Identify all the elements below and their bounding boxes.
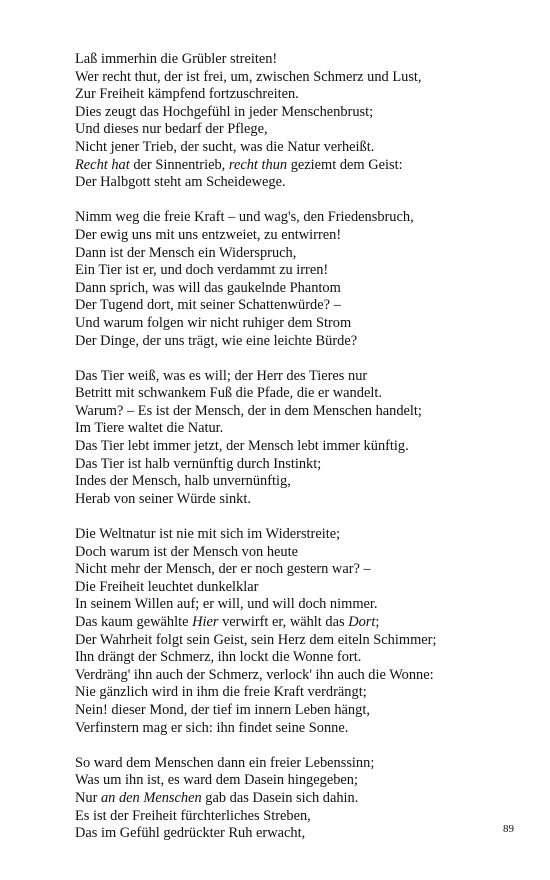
poem-line — [75, 667, 535, 685]
text-segment: Ein Tier ist er, und doch verdammt zu irren! — [75, 262, 329, 279]
text-segment: Die Freiheit leuchtet dunkelklar — [75, 578, 259, 595]
poem-line — [75, 526, 535, 544]
text-segment: Die Weltnatur ist nie mit sich im Widerstreite; — [75, 526, 341, 543]
poem-line — [75, 139, 535, 157]
poem-line — [75, 69, 535, 87]
poem-line — [75, 315, 535, 333]
text-segment: Dies zeugt das Hochgefühl in jeder Menschenbrust; — [75, 103, 374, 120]
italic-segment: an den Menschen — [100, 789, 202, 806]
poem-line — [75, 772, 535, 790]
text-segment: Es ist der Freiheit fürchterliches Streben, — [75, 807, 311, 824]
text-segment: geziemt dem Geist: — [287, 156, 403, 173]
text-segment: Was um ihn ist, es ward dem Dasein hingegeben; — [75, 772, 358, 789]
poem-line — [75, 104, 535, 122]
poem-line — [75, 209, 535, 227]
text-segment: Verdräng' ihn auch der Schmerz, verlock' ihn auch die Wonne: — [75, 666, 434, 683]
poem-line — [75, 86, 535, 104]
text-segment: Dann sprich, was will das gaukelnde Phantom — [75, 279, 341, 296]
poem-line — [75, 720, 535, 738]
poem-line — [75, 420, 535, 438]
poem-line — [75, 702, 535, 720]
text-segment: ; — [375, 614, 380, 630]
text-segment: Wer recht thut, der ist frei, um, zwischen Schmerz und Lust, — [75, 68, 422, 85]
text-segment: Nein! dieser Mond, der tief im innern Leben hängt, — [75, 701, 370, 718]
poem-line — [75, 438, 535, 456]
poem-line — [75, 808, 535, 826]
text-segment: Betritt mit schwankem Fuß die Pfade, die er wandelt. — [75, 385, 382, 402]
poem-line — [75, 790, 535, 808]
poem-line — [75, 245, 535, 263]
poem-line — [75, 632, 535, 650]
stanza — [75, 368, 535, 509]
text-segment: Im Tiere waltet die Natur. — [75, 420, 224, 437]
italic-segment: recht thun — [228, 156, 288, 173]
text-segment: Warum? – Es ist der Mensch, der in dem Menschen handelt; — [75, 402, 422, 419]
poem-line — [75, 297, 535, 315]
text-segment: Der Wahrheit folgt sein Geist, sein Herz dem eiteln Schimmer; — [75, 631, 437, 648]
poem-text — [75, 51, 535, 860]
text-segment: Laß immerhin die Grübler streiten! — [75, 51, 278, 67]
stanza — [75, 526, 535, 737]
text-segment: der Sinnentrieb, — [129, 156, 229, 173]
italic-segment: Hier — [192, 614, 219, 630]
text-segment: So ward dem Menschen dann ein freier Lebenssinn; — [75, 754, 375, 771]
text-segment: Nie gänzlich wird in ihm die freie Kraft verdrängt; — [75, 684, 367, 701]
poem-line — [75, 174, 535, 192]
text-segment: Und warum folgen wir nicht ruhiger dem Strom — [75, 314, 352, 331]
text-segment: Nicht mehr der Mensch, der er noch gestern war? – — [75, 561, 371, 578]
poem-line — [75, 579, 535, 597]
text-segment: Der ewig uns mit uns entzweiet, zu entwirren! — [75, 226, 342, 243]
poem-line — [75, 157, 535, 175]
text-segment: verwirft er, wählt das — [218, 614, 349, 630]
text-segment: Nur — [75, 789, 101, 806]
italic-segment: Recht hat — [75, 156, 130, 173]
italic-segment: Dort — [348, 614, 376, 630]
poem-line — [75, 561, 535, 579]
stanza — [75, 209, 535, 350]
text-segment: Zur Freiheit kämpfend fortzuschreiten. — [75, 86, 299, 103]
stanza — [75, 51, 535, 192]
stanza — [75, 755, 535, 843]
poem-line — [75, 368, 535, 386]
text-segment: Das kaum gewählte — [75, 614, 193, 630]
text-segment: Das Tier weiß, was es will; der Herr des Tieres nur — [75, 367, 368, 384]
poem-line — [75, 755, 535, 773]
poem-line — [75, 280, 535, 298]
text-segment: Und dieses nur bedarf der Pflege, — [75, 121, 268, 138]
text-segment: Herab von seiner Würde sinkt. — [75, 490, 251, 507]
poem-line — [75, 385, 535, 403]
text-segment: Indes der Mensch, halb unvernünftig, — [75, 473, 291, 490]
poem-line — [75, 456, 535, 474]
poem-line — [75, 121, 535, 139]
text-segment: Nicht jener Trieb, der sucht, was die Natur verheißt. — [75, 138, 375, 155]
text-segment: In seinem Willen auf; er will, und will doch nimmer. — [75, 596, 378, 613]
text-segment: Das im Gefühl gedrückter Ruh erwacht, — [75, 825, 306, 842]
poem-line — [75, 51, 535, 69]
poem-line — [75, 262, 535, 280]
text-segment: Verfinstern mag er sich: ihn findet seine Sonne. — [75, 719, 349, 736]
text-segment: Doch warum ist der Mensch von heute — [75, 543, 298, 560]
poem-line — [75, 684, 535, 702]
text-segment: Ihn drängt der Schmerz, ihn lockt die Wonne fort. — [75, 649, 362, 666]
poem-line — [75, 227, 535, 245]
poem-line — [75, 614, 535, 632]
text-segment: Der Halbgott steht am Scheidewege. — [75, 174, 286, 191]
poem-line — [75, 825, 535, 843]
text-segment: Dann ist der Mensch ein Widerspruch, — [75, 244, 297, 261]
poem-line — [75, 491, 535, 509]
text-segment: Nimm weg die freie Kraft – und wag's, den Friedensbruch, — [75, 209, 414, 226]
poem-line — [75, 544, 535, 562]
text-segment: Das Tier lebt immer jetzt, der Mensch lebt immer künftig. — [75, 438, 409, 455]
text-segment: Der Tugend dort, mit seiner Schattenwürde? – — [75, 297, 341, 314]
poem-line — [75, 473, 535, 491]
poem-line — [75, 333, 535, 351]
text-segment: Der Dinge, der uns trägt, wie eine leichte Bürde? — [75, 332, 358, 349]
text-segment: gab das Dasein sich dahin. — [201, 789, 359, 806]
page-number: 89 — [503, 823, 514, 835]
poem-line — [75, 596, 535, 614]
poem-line — [75, 403, 535, 421]
text-segment: Das Tier ist halb vernünftig durch Instinkt; — [75, 455, 322, 472]
poem-line — [75, 649, 535, 667]
